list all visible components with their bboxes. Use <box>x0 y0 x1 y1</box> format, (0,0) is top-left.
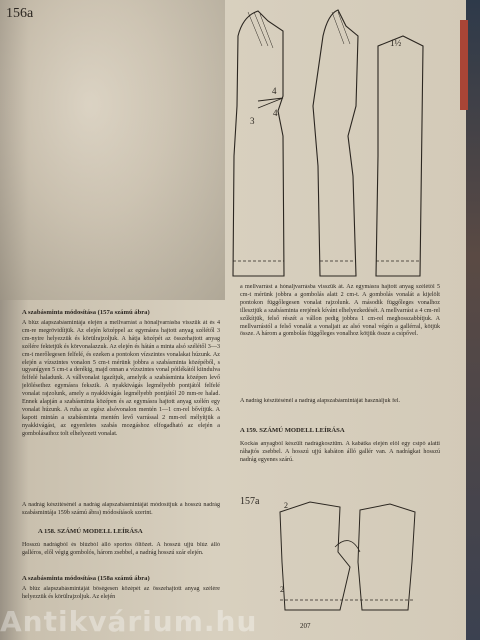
paragraph-model-158: Hosszú nadrágból és blúzból álló sportos öltözet. A hosszú ujjú blúz álló galléros, elől végig gombolós, három zsebbel, a nadrág hosszú szár elején. <box>22 542 220 556</box>
page-edge-strip <box>466 0 480 640</box>
draft-label-d: 1½ <box>390 38 402 48</box>
hatch-front <box>248 12 273 48</box>
paragraph-model-159: Kockás anyagból készült nadrágkosztüm. A kabátka elején elől egy csípő alatti ráhajtós zsebbel. A hosszú ujjú kabáton álló gallér van. A nadrágkat hosszú nadrág egyenes szárú. <box>240 441 440 463</box>
jacket-back-outline <box>358 504 415 610</box>
draft-label-c: 4 <box>273 108 278 118</box>
jacket-front-outline <box>280 502 350 610</box>
draft-label-b: 4 <box>272 86 277 96</box>
paragraph-trousers-note: A nadrág készítésénél a nadrág alapszabásmintáját módosítjuk a hosszú nadrág szabásmintája 159b számú ábra) módosítások szerint. <box>22 502 220 516</box>
page-label-156a: 156a <box>6 6 34 21</box>
model-photo <box>0 0 225 300</box>
heading-158a-modification: A szabásminta módosítása (158a számú ábra) <box>22 575 150 582</box>
draft-label-a: 3 <box>250 116 255 126</box>
paragraph-157a-text: A blúz alapszabásmintája elején a mellvarrást a hónaljvarrásba visszük át és 4 cm-re megrövidítjük. Az elején középpel az egymásra hajtott anyag szélétől 3 cm-nyire helyezzük és körülrajzoljuk. A hátja középét az összehajtott anyag szélére fektetjük és körvonalazzuk. Az elején és hátán a minta alsó szélétől 3—3 cm-t merőlegesen felfelé, és ezeken a pontokon vízszintes vonalakat húzunk. Az elején a vízszintes vonalon 5 cm-t mérünk jobbra a szabásminta középéből, s ugyanígyen 5 cm-t a derékig, majd onnan a vízszintes vonal pótlékától kiindulva felfelé haladunk. A vállvonalat igazítjuk, amelyik a szabásminta középen levő jelöléseihez egymásra fekszik. A nyakkivágás legmélyebb pontjától felfelé vonalat rajzolunk, amely a nyakkivágás legmélyebb pontjától 20 mm-re halad. Ennek alapján a szabásminta középen és az egymásra hajtott anyag szélén egy vonalat húzunk. A ruha az egész alsóvonalon mentén 1—1 cm-rel bővítjük. A kapott mintán a szabásminta mentén levő varrással 2 mm-rel mélyítjük a nyakkivágást, az egyenletes szabás mozgáshoz elfogadható az elején a gombolásaihoz tolt elhelyezett vonalat. <box>22 320 220 437</box>
paragraph-right-2: A nadrág készítésénél a nadrág alapszabásmintáját használjuk fel. <box>240 398 401 404</box>
draft2-label-e: 2 <box>284 501 288 510</box>
back-bodice-outline <box>313 10 358 276</box>
heading-model-158: A 158. SZÁMÚ MODELL LEÍRÁSA <box>38 528 143 535</box>
figure-label-157a: 157a <box>240 496 260 507</box>
front-bodice-outline <box>233 11 284 276</box>
watermark-logo: Antikvárium.hu <box>0 605 258 638</box>
paragraph-right-1: a mellvarrást a hónaljvarrásba visszük át. Az egymásra hajtott anyag szélétől 5 cm-t mérünk jobbra a gombolás alatt 2 cm-t. A gombolás vonalát a kijelölt pontokon függőlegesen vonalat rajzolunk. A második függőleges vonalhoz illesztjük a szabásminta erejének kívánt elhelyezkedését. A mellvarrást a 4 cm-rel szűkítjük, felső részét a vállon pedig jobbra 1 cm-rel meghosszabbítjuk. A mellvarrástól a felső vonalát a vonaljait az alsó vonal végén a gallérral, kötjük össze. A három a gombolás függőleges vonalhoz kötjük össze a csípővel. <box>240 284 440 338</box>
pattern-draft-figure <box>228 6 438 281</box>
pattern-draft-figure-157a <box>240 492 440 620</box>
heading-157a-modification: A szabásminta módosítása (157a számú ábra) <box>22 309 150 316</box>
sleeve-outline <box>376 36 423 276</box>
heading-model-159: A 159. SZÁMÚ MODELL LEÍRÁSA <box>240 427 345 434</box>
draft2-label-f: 2 <box>280 585 284 594</box>
paragraph-158a-text: A blúz alapszabásmintáját bőségesen középét az összehajtott anyag szélére helyezzük és körülrajzoljuk. Az elején <box>22 586 220 600</box>
red-tab-mark <box>460 20 468 110</box>
page-number: 207 <box>300 622 311 630</box>
